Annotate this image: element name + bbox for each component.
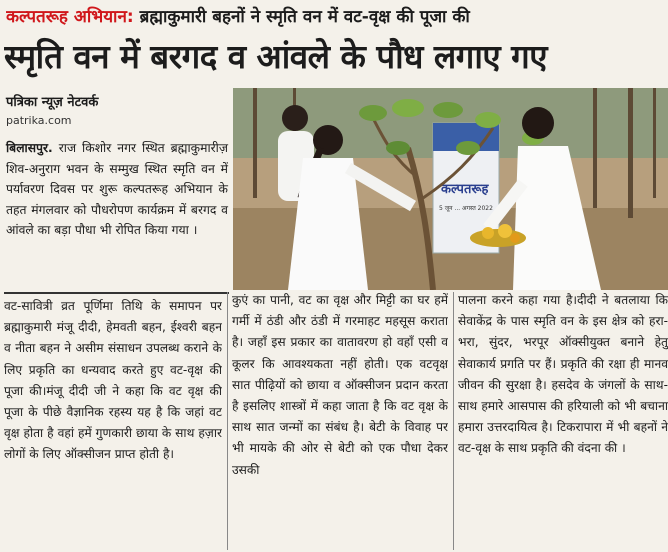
article-column-3: पालना करने कहा गया है।दीदी ने बतलाया कि सेवाकेंद्र के पास स्मृति वन के इस क्षेत्र को हरा-भरा, सुंदर, भरपूर ऑक्सीयुक्त बनाने हेतु सेवाकार्य प्रगति पर हैं। प्रकृति की रक्षा ही मानव जीवन की सुरक्षा है। हसदेव के जंगलों के साथ-साथ हमारे आसपास की हरियाली को भी बचाना हमारा उत्तरदायित्व है। टिकरापारा में भी बहनों ने वट-वृक्ष के साथ प्रकृति की वंदना की । [458, 293, 668, 456]
banner-sub: 5 जून ... अगस्त 2022 [439, 205, 493, 212]
site-name: patrika.com [6, 114, 72, 127]
column-divider-2 [453, 292, 454, 550]
article-column-1: वट-सावित्री व्रत पूर्णिमा तिथि के समापन पर ब्रह्माकुमारी मंजू दीदी, हेमवती बहन, ईश्वरी बहन व नीता बहन ने असीम संसाधन उपलब्ध कराने के लिए प्रकृति का धन्यवाद करते हुए वट-वृक्ष की पूजा की।मंजू दीदी जी ने कहा कि वट वृक्ष की पूजा के पीछे वैज्ञानिक रहस्य यह है कि जहां वट वृक्ष होता है वहां हमें गुणकारी छाया के साथ हज़ार लोगों के लिए ऑक्सीजन प्राप्त होती है। [4, 299, 222, 462]
headline: स्मृति वन में बरगद व आंवले के पौध लगाए गए [4, 37, 547, 76]
kicker-label: कल्पतरूह अभियान [6, 7, 127, 27]
banner-title: कल्पतरूह [441, 182, 489, 197]
section-divider [4, 292, 229, 294]
column-divider-1 [227, 292, 228, 550]
lead-text: राज किशोर नगर स्थित ब्रह्माकुमारीज़ शिव-अनुराग भवन के सम्मुख स्थित स्मृति वन में पर्यावरण दिवस पर शुरू कल्पतरूह अभियान के तहत मंगलवार को पौधरोपण कार्यक्रम में बरगद व आंवले का बड़ा पौधा भी रोपित किया गया । [6, 141, 228, 237]
lead-paragraph [6, 138, 228, 241]
kicker-separator: : [126, 7, 134, 27]
dateline: बिलासपुर. [6, 141, 53, 155]
kicker-text: ब्रह्माकुमारी बहनों ने स्मृति वन में वट-वृक्ष की पूजा की [139, 7, 470, 27]
article-column-2: कुएं का पानी, वट का वृक्ष और मिट्टी का घर हमें गर्मी में ठंडी और ठंडी में गरमाहट महसूस कराता है। जहाँ इस प्रकार का वातावरण हो वहाँ एसी व कूलर कि आवश्यकता नहीं होती। एक वटवृक्ष सात पीढ़ियों को छाया व ऑक्सीजन प्रदान करता है इसलिए शास्त्रों में कहा जाता है कि वट वृक्ष के साथ सात जन्मों का संबंध है। बेटी के विवाह पर भी मायके की ओर से बेटी को एक पौधा देकर उसकी [232, 293, 448, 477]
byline: पत्रिका न्यूज़ नेटवर्क [6, 95, 99, 110]
news-photo [233, 88, 668, 290]
photo-illustration [233, 88, 668, 290]
kicker-line [6, 4, 666, 30]
